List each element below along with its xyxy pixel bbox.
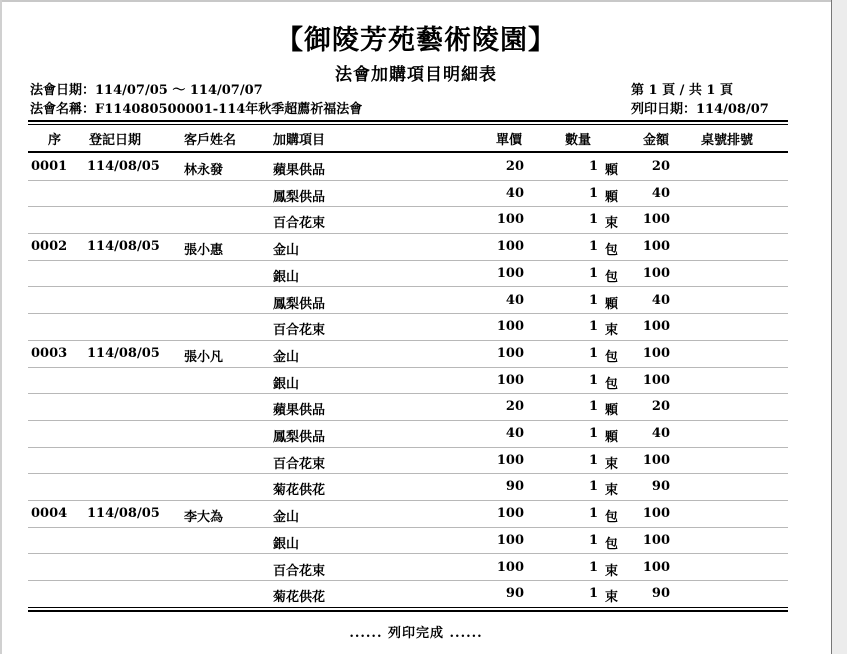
cell-amount: 20 — [651, 399, 670, 415]
cell-item: 金山 — [273, 510, 300, 526]
print-date: 列印日期：114/08/07 — [631, 102, 769, 117]
table-row — [28, 581, 788, 608]
cell-amount: 40 — [651, 426, 670, 441]
cell-price: 100 — [496, 239, 524, 255]
cell-price: 90 — [505, 586, 524, 602]
cell-qty-number: 1 — [588, 159, 598, 174]
cell-amount: 100 — [642, 345, 670, 361]
table-row — [28, 394, 788, 421]
cell-amount: 100 — [642, 452, 670, 468]
cell-customer: 張小凡 — [184, 349, 224, 365]
cell-seq: 0001 — [31, 159, 68, 174]
cell-item: 蘋果供品 — [273, 163, 326, 178]
cell-qty-unit: 束 — [605, 216, 619, 232]
cell-qty-unit: 束 — [605, 483, 619, 499]
cell-qty-number: 1 — [588, 212, 598, 228]
cell-price: 100 — [496, 265, 524, 281]
cell-date: 114/08/05 — [87, 239, 160, 255]
cell-price: 40 — [505, 292, 524, 308]
cell-amount: 100 — [642, 532, 670, 548]
col-header-table-no: 桌號排號 — [701, 133, 754, 148]
cell-seq: 0002 — [31, 239, 68, 255]
cell-qty-unit: 顆 — [605, 189, 619, 205]
cell-item: 銀山 — [273, 269, 300, 285]
cell-qty-unit: 包 — [605, 243, 619, 259]
table-row — [28, 154, 788, 181]
col-header-date: 登記日期 — [89, 133, 142, 148]
cell-qty-unit: 包 — [605, 269, 619, 285]
table-row — [28, 368, 788, 395]
cell-amount: 40 — [651, 292, 670, 308]
cell-qty-unit: 束 — [605, 563, 619, 579]
cell-qty-unit: 束 — [605, 590, 619, 606]
table-row — [28, 555, 788, 582]
table-row — [28, 448, 788, 475]
col-header-item: 加購項目 — [273, 133, 326, 148]
report-title: 【御陵芳苑藝術陵園】 — [276, 25, 556, 56]
cell-item: 銀山 — [273, 376, 300, 392]
cell-customer: 林永發 — [184, 163, 224, 178]
col-header-qty: 數量 — [565, 133, 592, 148]
viewer-scroll-gutter[interactable] — [832, 0, 847, 654]
print-complete-footer: ...... 列印完成 ...... — [349, 626, 483, 641]
cell-qty-unit: 束 — [605, 456, 619, 472]
table-bottom-rule — [28, 610, 788, 612]
header-bottom-rule — [28, 151, 788, 153]
cell-price: 40 — [505, 185, 524, 201]
table-row — [28, 261, 788, 288]
cell-amount: 100 — [642, 559, 670, 575]
cell-item: 銀山 — [273, 536, 300, 552]
cell-qty-unit: 顆 — [605, 296, 619, 312]
cell-qty-number: 1 — [588, 399, 598, 415]
cell-seq: 0003 — [31, 345, 68, 361]
table-row — [28, 314, 788, 341]
cell-qty-number: 1 — [588, 506, 598, 522]
table-bottom-rule-thin — [28, 607, 788, 608]
cell-amount: 20 — [651, 159, 670, 174]
cell-item: 鳳梨供品 — [273, 189, 326, 205]
cell-qty-number: 1 — [588, 239, 598, 255]
cell-item: 菊花供花 — [273, 483, 326, 499]
cell-item: 百合花束 — [273, 216, 326, 232]
table-row — [28, 474, 788, 501]
col-header-amount: 金額 — [643, 133, 670, 148]
table-row — [28, 528, 788, 555]
cell-price: 100 — [496, 212, 524, 228]
cell-amount: 100 — [642, 506, 670, 522]
cell-price: 100 — [496, 372, 524, 388]
cell-qty-unit: 顆 — [605, 403, 619, 419]
cell-qty-number: 1 — [588, 265, 598, 281]
cell-qty-number: 1 — [588, 372, 598, 388]
cell-qty-unit: 顆 — [605, 163, 619, 178]
cell-price: 100 — [496, 532, 524, 548]
cell-qty-number: 1 — [588, 292, 598, 308]
cell-qty-number: 1 — [588, 426, 598, 441]
table-row — [28, 234, 788, 261]
cell-qty-number: 1 — [588, 319, 598, 335]
header-top-rule — [28, 120, 788, 122]
cell-amount: 90 — [651, 586, 670, 602]
table-row — [28, 288, 788, 315]
cell-qty-unit: 包 — [605, 376, 619, 392]
header-top-rule-thin — [28, 124, 788, 125]
cell-customer: 李大為 — [184, 510, 224, 526]
cell-qty-unit: 束 — [605, 323, 619, 339]
cell-date: 114/08/05 — [87, 506, 160, 522]
cell-qty-unit: 顆 — [605, 430, 619, 445]
table-row — [28, 181, 788, 208]
cell-item: 鳳梨供品 — [273, 430, 326, 445]
cell-qty-number: 1 — [588, 532, 598, 548]
cell-qty-number: 1 — [588, 345, 598, 361]
cell-price: 90 — [505, 479, 524, 495]
cell-qty-unit: 包 — [605, 349, 619, 365]
cell-qty-number: 1 — [588, 559, 598, 575]
cell-qty-number: 1 — [588, 586, 598, 602]
cell-qty-number: 1 — [588, 185, 598, 201]
cell-amount: 90 — [651, 479, 670, 495]
cell-item: 鳳梨供品 — [273, 296, 326, 312]
cell-qty-number: 1 — [588, 479, 598, 495]
cell-amount: 100 — [642, 319, 670, 335]
cell-amount: 40 — [651, 185, 670, 201]
cell-price: 20 — [505, 399, 524, 415]
event-name: 法會名稱：F114080500001-114年秋季超薦祈福法會 — [30, 102, 363, 117]
cell-date: 114/08/05 — [87, 159, 160, 174]
cell-item: 菊花供花 — [273, 590, 326, 606]
col-header-seq: 序 — [48, 133, 62, 148]
cell-item: 百合花束 — [273, 323, 326, 339]
cell-item: 百合花束 — [273, 456, 326, 472]
table-row — [28, 341, 788, 368]
cell-item: 金山 — [273, 243, 300, 259]
cell-item: 蘋果供品 — [273, 403, 326, 419]
cell-date: 114/08/05 — [87, 345, 160, 361]
cell-amount: 100 — [642, 372, 670, 388]
cell-price: 100 — [496, 559, 524, 575]
cell-price: 40 — [505, 426, 524, 441]
cell-qty-unit: 包 — [605, 510, 619, 526]
event-date: 法會日期：114/07/05 ～ 114/07/07 — [30, 83, 263, 98]
cell-price: 100 — [496, 506, 524, 522]
table-row — [28, 501, 788, 528]
report-subtitle: 法會加購項目明細表 — [335, 65, 497, 85]
col-header-price: 單價 — [496, 133, 523, 148]
cell-item: 金山 — [273, 349, 300, 365]
table-row — [28, 421, 788, 448]
cell-amount: 100 — [642, 239, 670, 255]
cell-price: 100 — [496, 319, 524, 335]
cell-qty-number: 1 — [588, 452, 598, 468]
cell-price: 100 — [496, 345, 524, 361]
cell-qty-unit: 包 — [605, 536, 619, 552]
table-row — [28, 207, 788, 234]
cell-item: 百合花束 — [273, 563, 326, 579]
cell-price: 20 — [505, 159, 524, 174]
cell-seq: 0004 — [31, 506, 68, 522]
cell-amount: 100 — [642, 212, 670, 228]
cell-price: 100 — [496, 452, 524, 468]
col-header-customer: 客戶姓名 — [184, 133, 237, 148]
cell-amount: 100 — [642, 265, 670, 281]
cell-customer: 張小惠 — [184, 243, 224, 259]
page-info: 第 1 頁 / 共 1 頁 — [631, 83, 733, 98]
